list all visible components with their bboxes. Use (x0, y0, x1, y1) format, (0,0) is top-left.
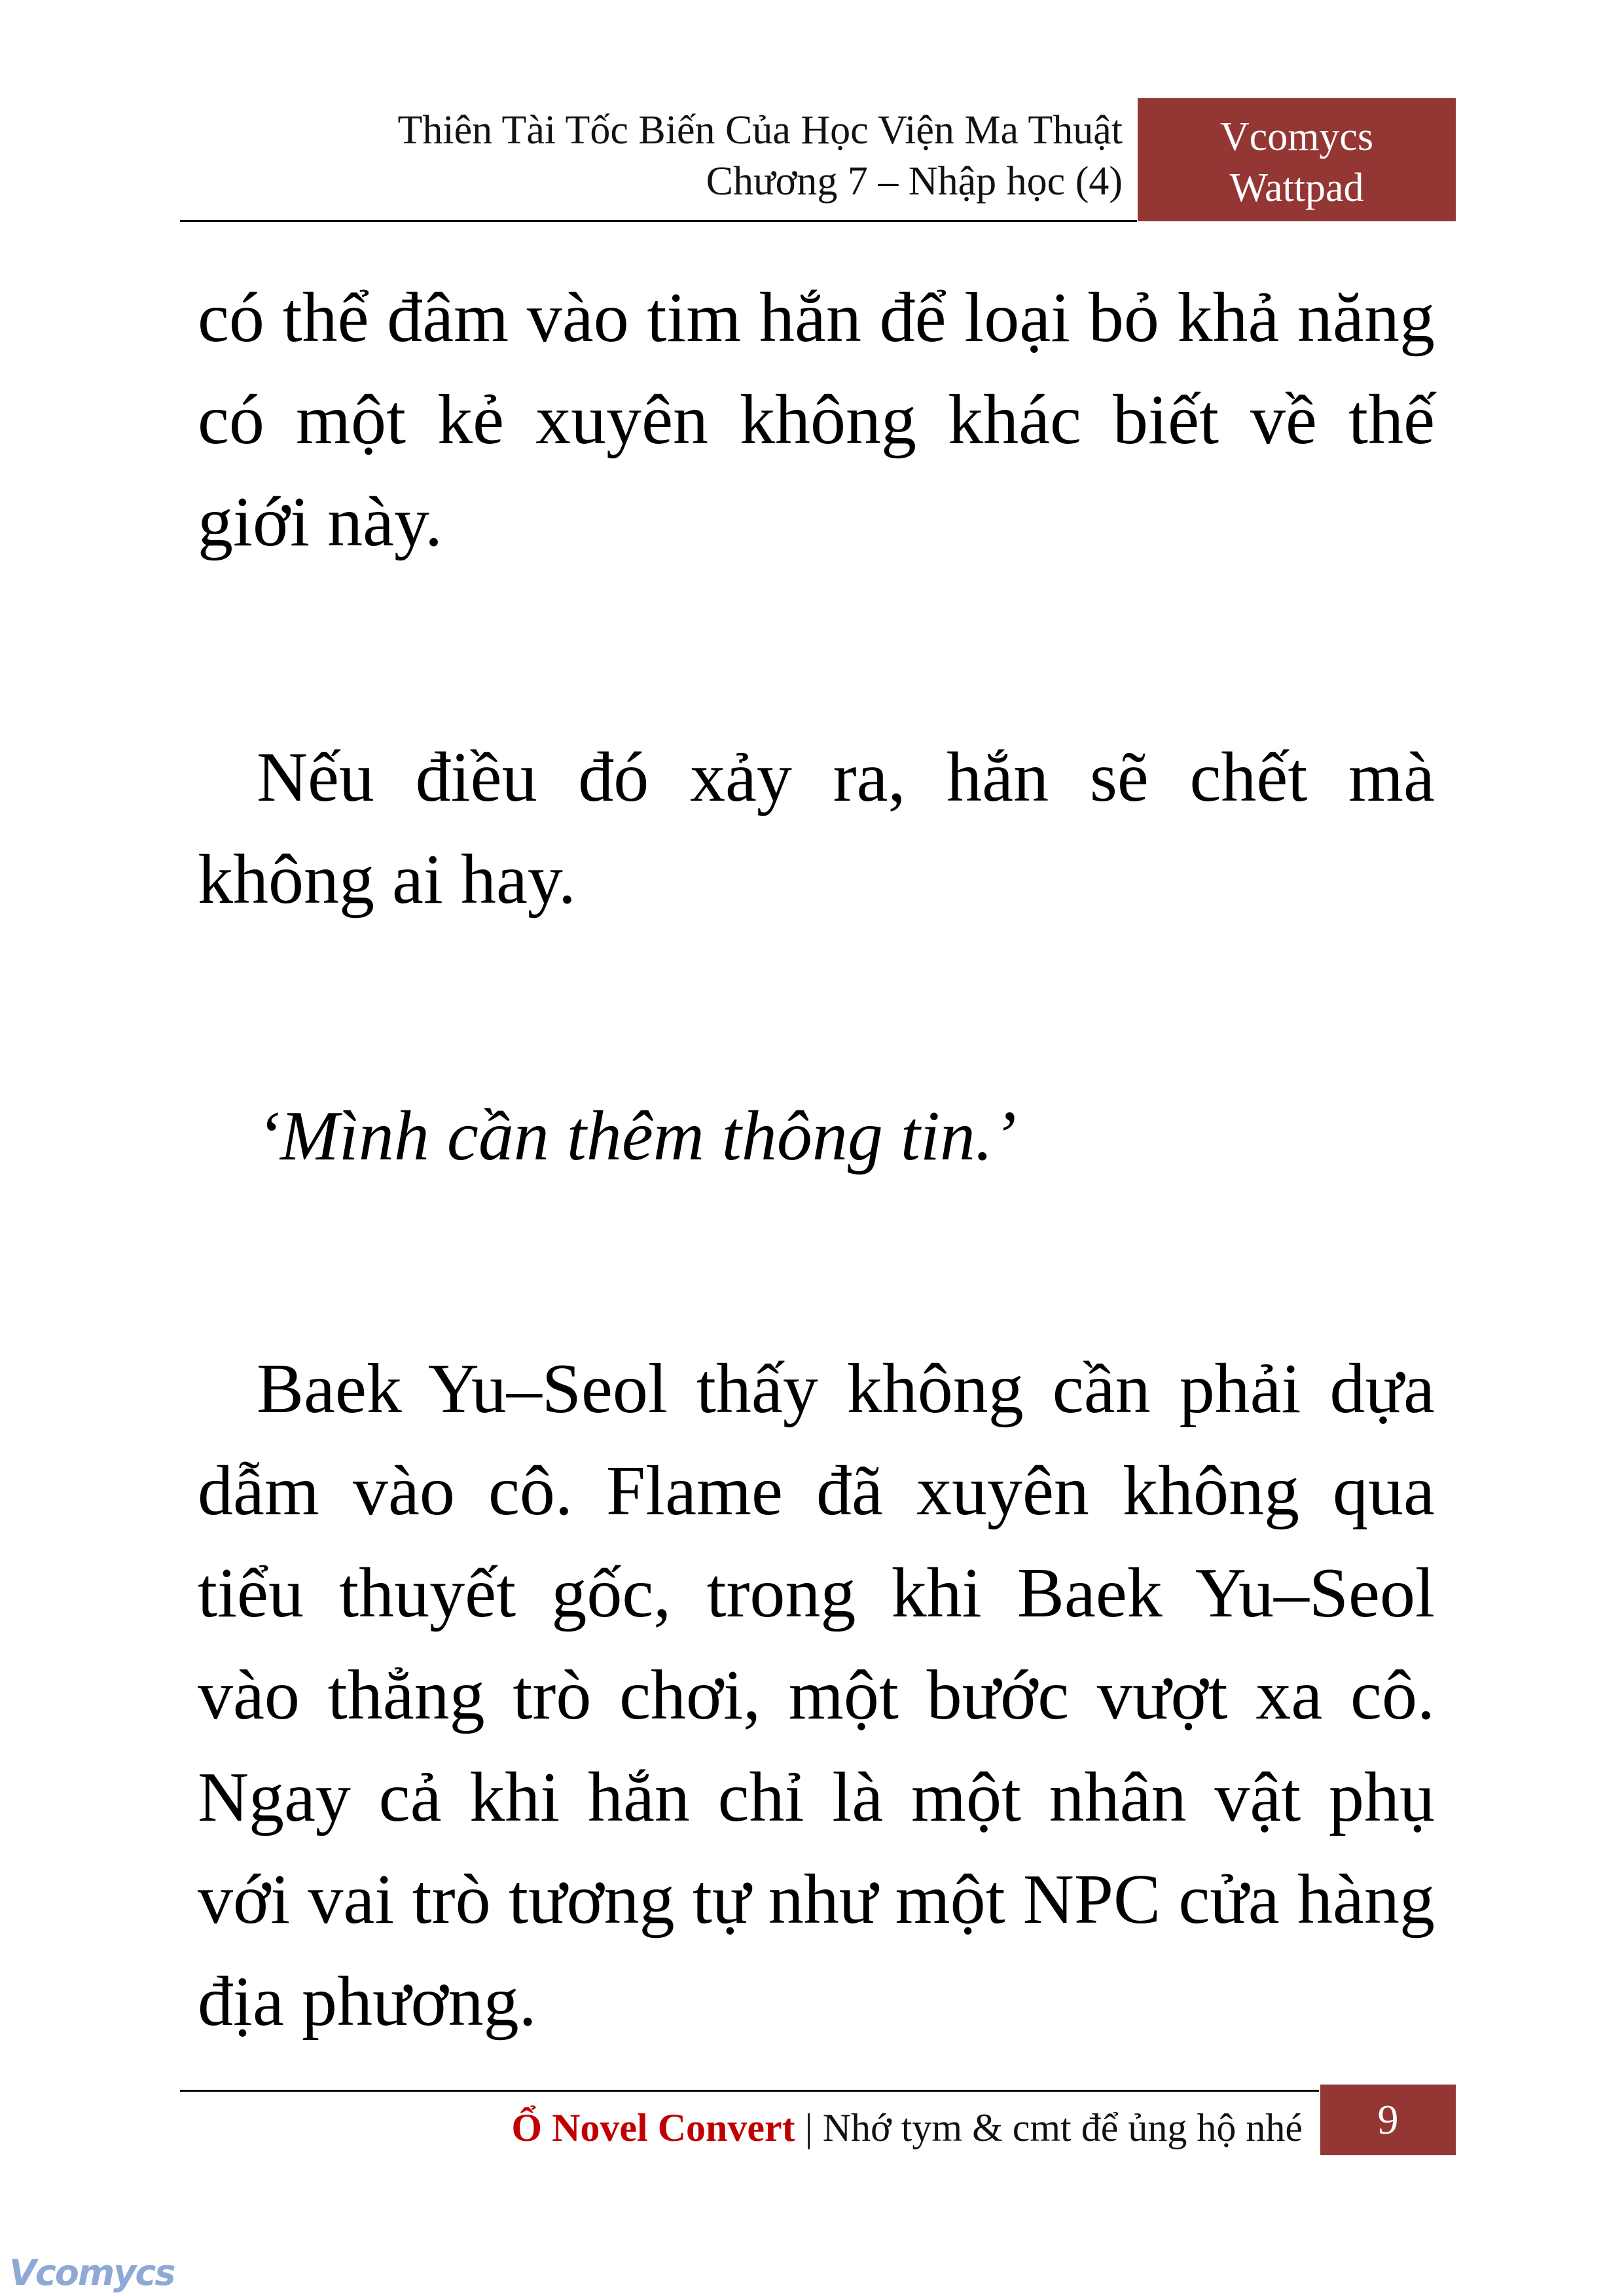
paragraph-1: có thể đâm vào tim hắn để loại bỏ khả năng có một kẻ xuyên không khác biết về thế giới này. (198, 279, 1435, 561)
footer-note: Nhớ tym & cmt để ủng hộ nhé (822, 2106, 1303, 2149)
header-divider (180, 220, 1137, 222)
platform-name: Wattpad (1229, 166, 1364, 210)
paragraph-2: Nếu điều đó xảy ra, hắn sẽ chết mà không ai hay. (198, 738, 1435, 919)
watermark-logo: Vcomycs (9, 2252, 175, 2293)
paragraph-4: Baek Yu–Seol thấy không cần phải dựa dẫm vào cô. Flame đã xuyên không qua tiểu thuyết gốc, trong khi Baek Yu–Seol vào thẳng trò chơi, một bước vượt xa cô. Ngay cả khi hắn chỉ là một nhân vật phụ với vai trò tương tự như một NPC cửa hàng địa phương. (198, 1350, 1435, 2041)
chapter-title: Chương 7 – Nhập học (4) (706, 159, 1123, 204)
page-number: 9 (1320, 2085, 1456, 2155)
inner-thought: ‘Mình cần thêm thông tin.’ (257, 1097, 1017, 1175)
publisher-name: Vcomycs (1219, 115, 1374, 159)
body-text-block-4 (198, 1338, 1435, 2053)
book-title: Thiên Tài Tốc Biến Của Học Viện Ma Thuật (397, 108, 1123, 153)
footer-separator: | (795, 2106, 823, 2149)
body-text-block-1 (198, 267, 1435, 574)
running-header (180, 105, 1123, 207)
body-text-block-3 (198, 1085, 1435, 1188)
footer-brand: Ổ Novel Convert (511, 2106, 795, 2149)
publisher-badge (1138, 98, 1456, 221)
footer (180, 2102, 1303, 2154)
body-text-block-2 (198, 727, 1435, 931)
footer-divider (180, 2090, 1319, 2092)
